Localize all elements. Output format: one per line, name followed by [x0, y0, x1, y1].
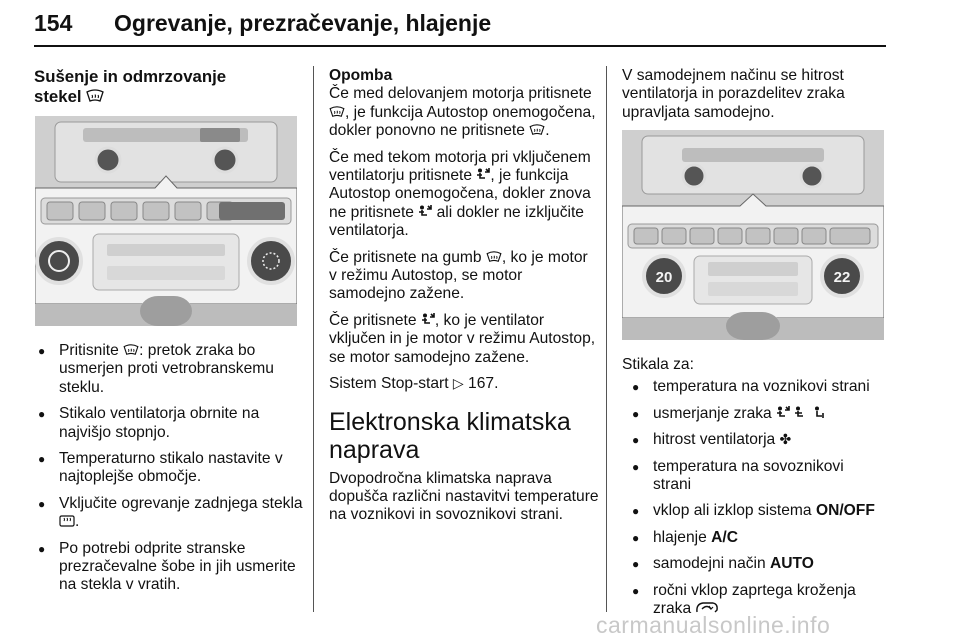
temperature-display-right: 22: [833, 269, 851, 286]
note-title: Opomba: [329, 67, 393, 84]
section-heading: Sušenje in odmrzovanje stekel: [34, 67, 227, 106]
list-item: ● hlajenje A/C: [628, 529, 886, 547]
column-divider: [606, 66, 607, 612]
note-paragraph: Če pritisnete na gumb , ko je motor v režimu Autostop, se motor samodejno zažene.: [329, 248, 588, 303]
column-1-bullets: [34, 342, 304, 603]
climate-control-photo-1: [35, 116, 297, 326]
list-item: ● hitrost ventilatorja ✤: [628, 431, 886, 449]
column-2: [329, 67, 599, 533]
air-distribution-icon: [813, 406, 827, 419]
air-distribution-icon: [794, 406, 808, 419]
chapter-title: Ogrevanje, prezračevanje, hlajenje: [114, 10, 492, 36]
climate-control-photo-2: [622, 130, 884, 340]
list-item: ● samodejni način AUTO: [628, 555, 886, 573]
list-item: ● vklop ali izklop sistema ON/OFF: [628, 502, 886, 520]
header-rule: [34, 45, 886, 47]
rear-window-heat-icon: [59, 515, 75, 527]
list-item: ● temperatura na voznikovi strani: [628, 378, 886, 396]
list-item: ● temperatura na sovoznikovi strani: [628, 458, 886, 495]
temperature-display-left: 20: [655, 269, 673, 286]
air-distribution-icon: [476, 168, 490, 181]
list-item: ● Pritisnite : pretok zraka bo usmerjen proti vetrobranskemu steklu.: [34, 342, 304, 397]
windscreen-defrost-icon: [123, 344, 139, 356]
list-item: ● Stikalo ventilatorja obrnite na najvišjo stopnjo.: [34, 405, 304, 442]
list-item: ● ročni vklop zaprtega kroženja zraka: [628, 582, 886, 619]
list-item: ● Vključite ogrevanje zadnjega stekla .: [34, 495, 304, 532]
column-1: [34, 67, 302, 107]
cross-reference[interactable]: Sistem Stop-start ▷ 167.: [329, 375, 499, 393]
column-3-list: [622, 356, 886, 626]
air-distribution-icon: [776, 406, 790, 419]
fan-icon: ✤: [779, 432, 792, 449]
note-paragraph: Če med tekom motorja pri vključenem ventilatorju pritisnete , je funkcija Autostop onemogočena, dokler znova ne pritisnete ali dokler ne izključite ventilatorja.: [329, 148, 591, 240]
watermark: carmanualsonline.info: [596, 612, 831, 638]
list-item: ● Temperaturno stikalo nastavite v najtoplejše območje.: [34, 450, 304, 487]
page-number: 154: [34, 10, 73, 36]
air-distribution-icon: [421, 313, 435, 326]
reference-arrow-icon: ▷: [452, 376, 464, 393]
windscreen-defrost-icon: [486, 251, 502, 263]
list-item: ● Po potrebi odprite stranske prezračevalne šobe in jih usmerite na stekla v vratih.: [34, 540, 304, 595]
section-title: Elektronska klimatska naprava: [329, 407, 571, 464]
list-item: ● usmerjanje zraka: [628, 405, 886, 423]
air-distribution-icon: [418, 205, 432, 218]
page-header: [34, 10, 886, 48]
column-3: [622, 67, 886, 130]
switches-label: Stikala za:: [622, 356, 694, 373]
windscreen-defrost-icon: [86, 89, 104, 103]
windscreen-defrost-icon: [529, 124, 545, 136]
note-paragraph: Če med delovanjem motorja pritisnete , je funkcija Autostop onemogočena, dokler ponovno ne pritisnete .: [329, 85, 596, 140]
section-body: Dvopodročna klimatska naprava dopušča različni nastavitvi temperature na voznikovi in sovoznikovi strani.: [329, 469, 599, 524]
windscreen-defrost-icon: [329, 106, 345, 118]
intro-paragraph: V samodejnem načinu se hitrost ventilatorja in porazdelitev zraka upravljata samodejno.: [622, 67, 845, 121]
column-divider: [313, 66, 314, 612]
note-paragraph: Če pritisnete , ko je ventilator vključen in je motor v režimu Autostop, se motor samodejno zažene.: [329, 311, 596, 366]
